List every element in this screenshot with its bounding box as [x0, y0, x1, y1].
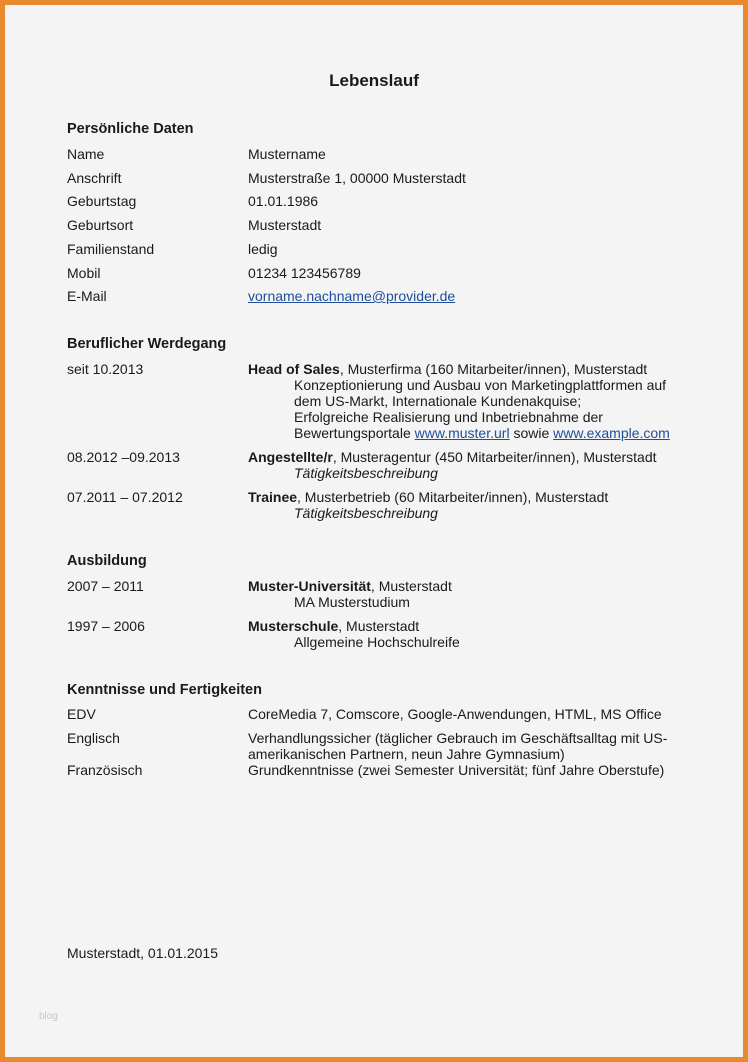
row-label: Mobil — [67, 265, 101, 281]
row-label: Anschrift — [67, 170, 122, 186]
education-degree: MA Musterstudium — [294, 594, 410, 610]
row-value: Grundkenntnisse (zwei Semester Universität; fünf Jahre Oberstufe) — [248, 762, 665, 778]
career-period: 07.2011 – 07.2012 — [67, 489, 183, 505]
muster-url-link[interactable]: www.muster.url — [414, 425, 510, 441]
example-com-link[interactable]: www.example.com — [553, 425, 670, 441]
career-description — [248, 377, 703, 441]
career-period: 08.2012 –09.2013 — [67, 449, 180, 465]
row-label: Französisch — [67, 762, 143, 778]
career-employer: , Musterfirma (160 Mitarbeiter/innen), Musterstadt — [339, 361, 648, 377]
row-value: Musterstadt — [248, 217, 322, 233]
description-line: Bewertungsportale www.muster.url sowie www.example.com — [294, 425, 670, 441]
education-institution: Muster-Universität — [248, 578, 371, 594]
row-value: 01234 123456789 — [248, 265, 361, 281]
place-and-date: Musterstadt, 01.01.2015 — [67, 945, 218, 961]
row-label: Geburtsort — [67, 217, 134, 233]
row-label: Geburtstag — [67, 193, 137, 209]
career-period: seit 10.2013 — [67, 361, 144, 377]
row-value: 01.01.1986 — [248, 193, 319, 209]
email-link[interactable]: vorname.nachname@provider.de — [248, 288, 456, 304]
resume-page: Lebenslauf Persönliche Daten Name Mustername Anschrift Musterstraße 1, 00000 Musterstadt Geburtstag 01.01.1986 Geburtsort Musterstadt Familienstand ledig Mobil 01234 123456789 E-Mail vorname.nachname@provider.de Beruflicher Werdegang seit 10.2013 Head of Sales, Musterfirma (160 Mitarbeiter/innen), Musterstadt Konzeptionierung und Ausbau von Marketingplattformen auf dem US-Markt, Internationale Kundenakquise; Erfolgreiche Realisierung und Inbetriebnahme der Bewertungsportale www.muster.url sowie www.example.com 08.2012 –09.2013 Angestellte/r, Musteragentur (450 Mitarbeiter/innen), Musterstadt Tätigkeitsbeschreibung 07.2011 – 07.2012 Trainee, Musterbetrieb (60 Mitarbeiter/innen), Musterstadt Tätigkeitsbeschreibung Ausbildung 2007 – 2011 Muster-Universität, Musterstadt MA Musterstudium 1997 – 2006 Musterschule, Musterstadt Allgemeine Hochschulreife Kenntnisse und Fertigkeiten EDV CoreMedia 7, Comscore, Google-Anwendungen, HTML, MS Office Englisch Verhandlungssicher (täglicher Gebrauch im Geschäftsalltag mit US- amerikanischen Partnern, neun Jahre Gymnasium) Französisch Grundkenntnisse (zwei Semester Universität; fünf Jahre Oberstufe) Musterstadt, 01.01.2015 blog — [5, 5, 743, 1057]
education-period: 2007 – 2011 — [67, 578, 144, 594]
career-role: Trainee — [248, 489, 298, 505]
watermark: blog — [39, 1011, 58, 1022]
row-value: ledig — [248, 241, 278, 257]
row-label: Name — [67, 146, 105, 162]
row-value: Mustername — [248, 146, 326, 162]
row-label: E-Mail — [67, 288, 107, 304]
education-period: 1997 – 2006 — [67, 618, 145, 634]
education-institution: Musterschule — [248, 618, 339, 634]
row-value: Musterstraße 1, 00000 Musterstadt — [248, 170, 466, 186]
description-line: Konzeptionierung und Ausbau von Marketingplattformen auf — [294, 377, 667, 393]
education-degree: Allgemeine Hochschulreife — [294, 634, 460, 650]
description-line: dem US-Markt, Internationale Kundenakquise; — [294, 393, 582, 409]
description-line: Erfolgreiche Realisierung und Inbetriebnahme der — [294, 409, 603, 425]
row-value: amerikanischen Partnern, neun Jahre Gymnasium) — [248, 746, 565, 762]
document-title: Lebenslauf — [329, 71, 419, 90]
section-heading-personal: Persönliche Daten — [67, 121, 194, 137]
section-heading-career: Beruflicher Werdegang — [67, 336, 227, 352]
career-role: Angestellte/r — [248, 449, 333, 465]
career-description: Tätigkeitsbeschreibung — [294, 505, 438, 521]
row-label: Familienstand — [67, 241, 155, 257]
career-description: Tätigkeitsbeschreibung — [294, 465, 438, 481]
row-value: Verhandlungssicher (täglicher Gebrauch im Geschäftsalltag mit US- — [248, 730, 668, 746]
section-heading-education: Ausbildung — [67, 553, 147, 569]
row-value: CoreMedia 7, Comscore, Google-Anwendungen, HTML, MS Office — [248, 706, 662, 722]
career-employer: , Musteragentur (450 Mitarbeiter/innen), Musterstadt — [332, 449, 657, 465]
career-role: Head of Sales — [248, 361, 340, 377]
career-employer: , Musterbetrieb (60 Mitarbeiter/innen), Musterstadt — [297, 489, 609, 505]
row-label: EDV — [67, 706, 96, 722]
section-heading-skills: Kenntnisse und Fertigkeiten — [67, 682, 262, 698]
row-label: Englisch — [67, 730, 120, 746]
